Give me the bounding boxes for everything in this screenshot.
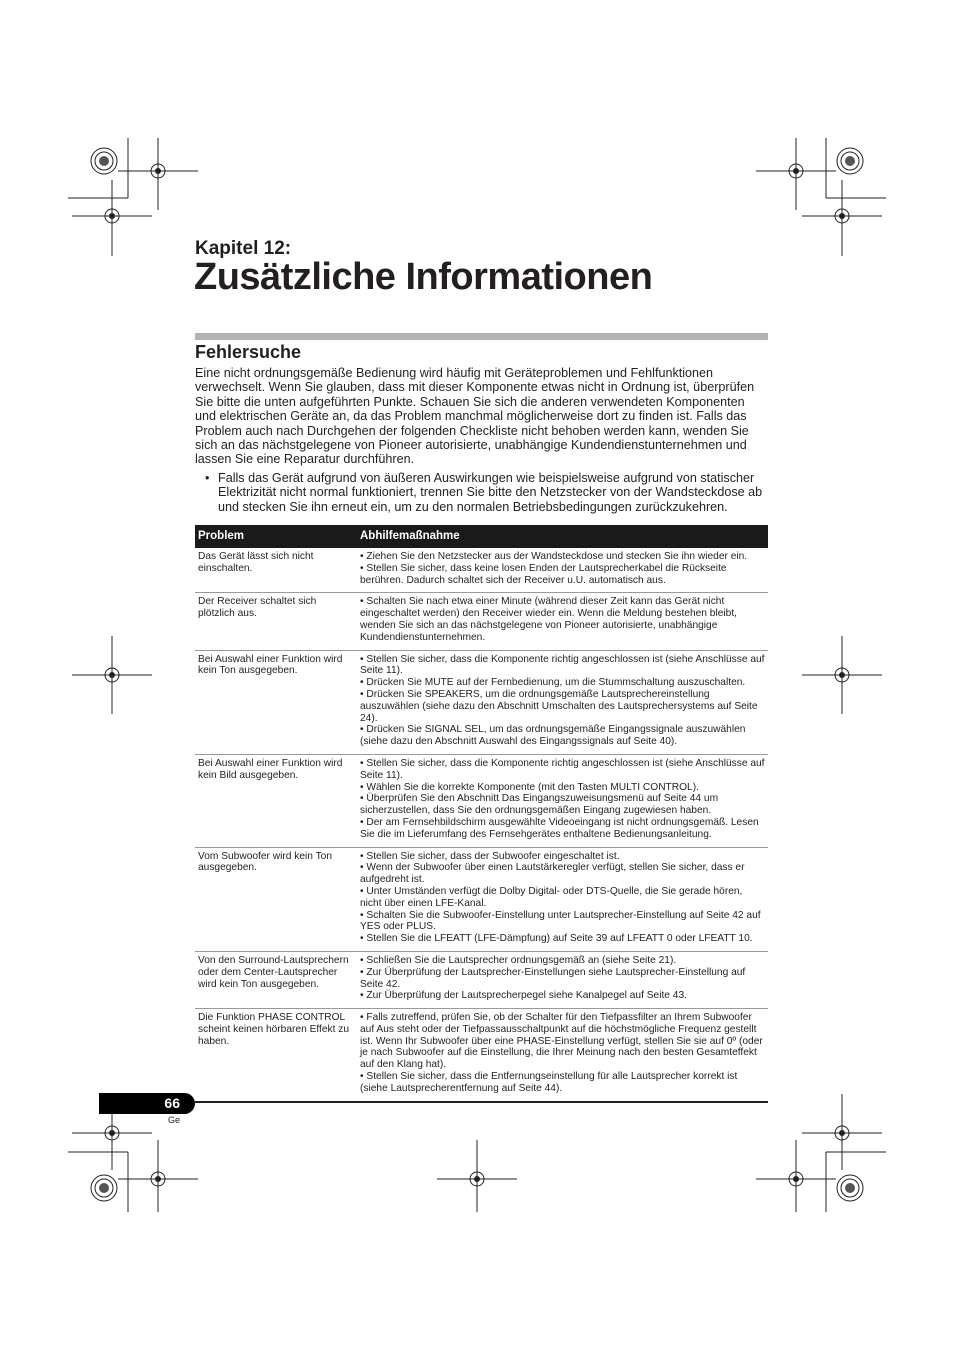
bullet-note <box>205 471 770 514</box>
remedy-line: • Zur Überprüfung der Lautsprecherpegel siehe Kanalpegel auf Seite 43. <box>360 990 687 1002</box>
remedy-cell <box>357 593 768 650</box>
section-title: Fehlersuche <box>195 342 302 362</box>
table-row <box>195 593 768 650</box>
problem-cell: Das Gerät lässt sich nicht einschalten. <box>195 548 357 593</box>
remedy-line: • Stellen Sie die LFEATT (LFE-Dämpfung) auf Seite 39 auf LFEATT 0 oder LFEATT 10. <box>360 933 753 945</box>
remedy-line: • Stellen Sie sicher, dass der Subwoofer eingeschaltet ist. <box>360 850 620 862</box>
chapter-label: Kapitel 12: <box>195 238 292 259</box>
remedy-line: • Stellen Sie sicher, dass die Entfernungseinstellung für alle Lautsprecher korrekt ist (siehe Lautsprecherentfernung auf Seite 44). <box>360 1071 738 1094</box>
remedy-cell <box>357 847 768 951</box>
remedy-line: • Stellen Sie sicher, dass die Komponente richtig angeschlossen ist (siehe Anschlüsse auf Seite 11). <box>360 757 765 781</box>
remedy-cell <box>357 754 768 847</box>
remedy-line: • Zur Überprüfung der Lautsprecher-Einstellungen siehe Lautsprecher-Einstellung auf Seite 42. <box>360 966 746 990</box>
header-remedy: Abhilfemaßnahme <box>357 525 768 548</box>
header-problem: Problem <box>195 525 357 548</box>
table-row <box>195 1009 768 1102</box>
remedy-line: • Schalten Sie nach etwa einer Minute (während dieser Zeit kann das Gerät nicht eingeschaltet werden) den Receiver wieder ein. Wenn die Meldung bestehen bleibt, wenden Sie sich an das nächstgelegene von Pioneer autorisierte, unabhängige Kundendienstunternehmen. <box>360 596 737 643</box>
remedy-line: • Schalten Sie die Subwoofer-Einstellung unter Lautsprecher-Einstellung auf Seite 42 auf YES oder PLUS. <box>360 909 761 933</box>
table-row <box>195 754 768 847</box>
remedy-line: • Ziehen Sie den Netzstecker aus der Wandsteckdose und stecken Sie ihn wieder ein. <box>360 551 748 562</box>
page-number: 66 <box>164 1095 180 1111</box>
chapter-title: Zusätzliche Informationen <box>194 256 653 298</box>
intro-paragraph: Eine nicht ordnungsgemäße Bedienung wird häufig mit Geräteproblemen und Fehlfunktionen verwechselt. Wenn Sie glauben, dass mit dieser Komponente etwas nicht in Ordnung ist, überprüfen Sie bitte die unten aufgeführten Punkte. Schauen Sie sich die anderen verwendeten Komponenten und elektrischen Geräte an, da das Problem manchmal möglicherweise dort zu finden ist. Falls das Problem auch nach Durchgehen der folgenden Checkliste nicht behoben werden kann, wenden Sie sich an das nächstgelegene von Pioneer autorisierte, unabhängige Kundendienstunternehmen und lassen Sie eine Reparatur durchführen. <box>195 366 755 467</box>
remedy-cell <box>357 650 768 754</box>
problem-cell: Bei Auswahl einer Funktion wird kein Bild ausgegeben. <box>195 754 357 847</box>
table-row <box>195 847 768 951</box>
page-number-tab <box>99 1093 195 1114</box>
language-code: Ge <box>167 1115 180 1125</box>
remedy-line: • Unter Umständen verfügt die Dolby Digital- oder DTS-Quelle, die Sie gerade hören, nicht über einen LFE-Kanal. <box>360 885 743 909</box>
section-divider <box>195 333 768 340</box>
problem-cell: Bei Auswahl einer Funktion wird kein Ton ausgegeben. <box>195 650 357 754</box>
table-row <box>195 951 768 1008</box>
remedy-line: • Stellen Sie sicher, dass keine losen Enden der Lautsprecherkabel die Rückseite berühren. Dadurch schaltet sich der Receiver u.U. automatisch aus. <box>360 562 727 586</box>
bullet-dot: • <box>205 471 210 485</box>
table-row <box>195 548 768 593</box>
remedy-line: • Falls zutreffend, prüfen Sie, ob der Schalter für den Tiefpassfilter an Ihrem Subwoofer auf Aus steht oder der Tiefpassausschaltpunkt auf die höchstmögliche Frequenz gestellt ist. Wenn Ihr Subwoofer über eine PHASE-Einstellung verfügt, stellen Sie sie auf 0º (oder je nach Subwoofer auf die Einstellung, die Ihrer Meinung nach den besten Gesamteffekt auf den Klang hat). <box>360 1012 763 1071</box>
bullet-text: Falls das Gerät aufgrund von äußeren Auswirkungen wie beispielsweise aufgrund von statischer Elektrizität nicht normal funktioniert, trennen Sie bitte den Netzstecker von der Wandsteckdose ab und stecken Sie ihn erneut ein, um zu den normalen Betriebsbedingungen zurückzukehren. <box>218 471 763 514</box>
problem-cell: Die Funktion PHASE CONTROL scheint keinen hörbaren Effekt zu haben. <box>195 1009 357 1102</box>
remedy-line: • Der am Fernsehbildschirm ausgewählte Videoeingang ist nicht ordnungsgemäß. Lesen Sie die im Lieferumfang des Fernsehgerätes enthaltene Bedienungsanleitung. <box>360 816 759 840</box>
remedy-line: • Drücken Sie SPEAKERS, um die ordnungsgemäße Lautsprechereinstellung auszuwählen (siehe dazu den Abschnitt Umschalten des Lautsprechersystems auf Seite 24). <box>360 688 758 724</box>
remedy-cell <box>357 1009 768 1102</box>
problem-cell: Vom Subwoofer wird kein Ton ausgegeben. <box>195 847 357 951</box>
remedy-line: • Stellen Sie sicher, dass die Komponente richtig angeschlossen ist (siehe Anschlüsse auf Seite 11). <box>360 653 765 677</box>
table-row <box>195 650 768 754</box>
table-header-row <box>195 525 768 548</box>
remedy-cell <box>357 951 768 1008</box>
remedy-line: • Drücken Sie MUTE auf der Fernbedienung, um die Stummschaltung auszuschalten. <box>360 677 746 689</box>
remedy-line: • Schließen Sie die Lautsprecher ordnungsgemäß an (siehe Seite 21). <box>360 954 677 966</box>
remedy-line: • Überprüfen Sie den Abschnitt Das Eingangszuweisungsmenü auf Seite 44 um sicherzustellen, dass Sie den ordnungsgemäßen Eingang zugewiesen haben. <box>360 793 719 817</box>
troubleshooting-table <box>195 525 768 1103</box>
remedy-cell <box>357 548 768 593</box>
problem-cell: Der Receiver schaltet sich plötzlich aus. <box>195 593 357 650</box>
remedy-line: • Wenn der Subwoofer über einen Lautstärkeregler verfügt, stellen Sie sicher, dass er aufgedreht ist. <box>360 862 745 886</box>
remedy-line: • Drücken Sie SIGNAL SEL, um das ordnungsgemäße Eingangssignale auszuwählen (siehe dazu den Abschnitt Auswahl des Eingangssignals auf Seite 40). <box>360 724 746 748</box>
problem-cell: Von den Surround-Lautsprechern oder dem Center-Lautsprecher wird kein Ton ausgegeben. <box>195 951 357 1008</box>
remedy-line: • Wählen Sie die korrekte Komponente (mit den Tasten MULTI CONTROL). <box>360 781 699 793</box>
